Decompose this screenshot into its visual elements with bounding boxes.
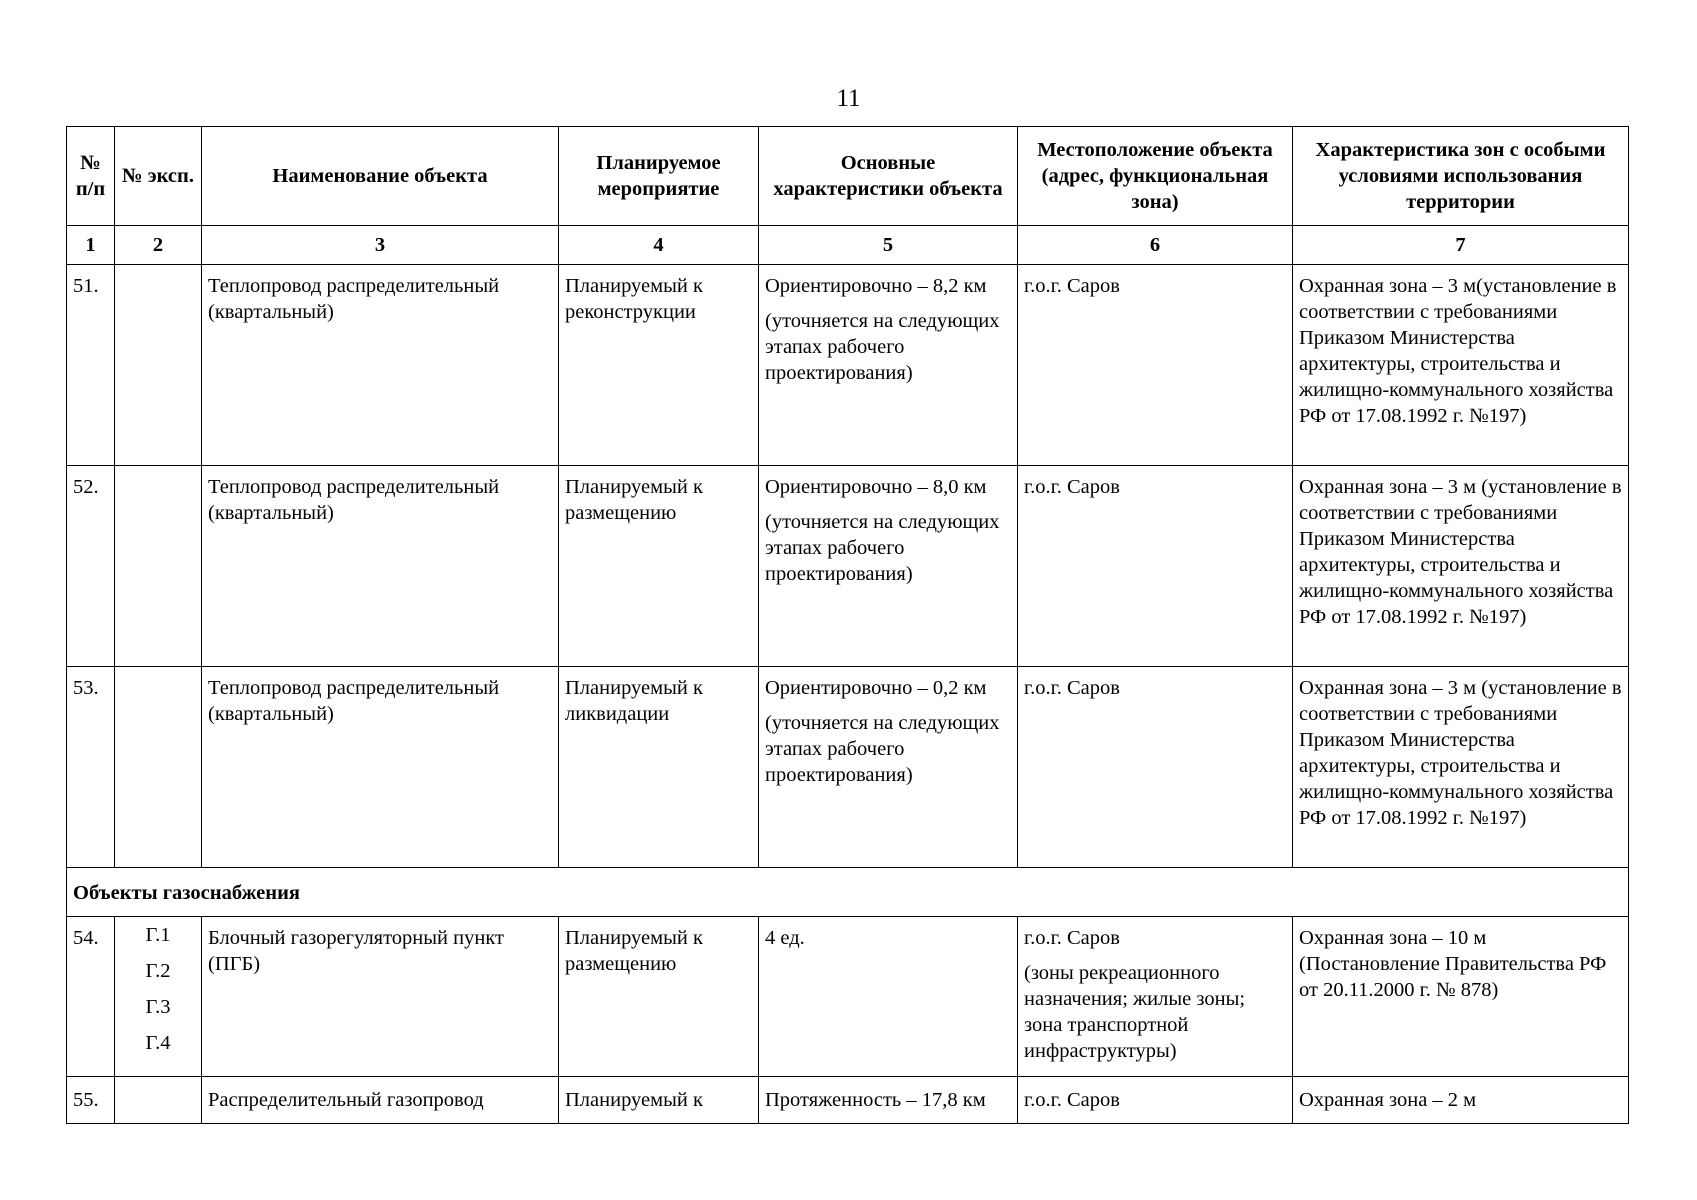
characteristics-note: (уточняется на следующих этапах рабочего проектирования): [765, 310, 1000, 384]
row-action: Планируемый к ликвидации: [559, 667, 759, 868]
table-row: [67, 466, 1629, 667]
characteristics-note: (уточняется на следующих этапах рабочего проектирования): [765, 511, 1000, 585]
exp-item: Г.4: [145, 1032, 171, 1054]
table-header-row: [67, 127, 1629, 226]
header-num: № п/п: [67, 127, 115, 226]
location-note: (зоны рекреационного назначения; жилые зоны; зона транспортной инфраструктуры): [1024, 962, 1246, 1062]
row-location: г.о.г. Саров: [1018, 466, 1293, 667]
column-number: 7: [1293, 226, 1629, 265]
row-characteristics: Протяженность – 17,8 км: [759, 1077, 1018, 1124]
section-row: [67, 868, 1629, 917]
column-number: 5: [759, 226, 1018, 265]
row-action: Планируемый к: [559, 1077, 759, 1124]
table-row: [67, 917, 1629, 1077]
row-characteristics: [759, 667, 1018, 868]
row-number: 53.: [67, 667, 115, 868]
row-action: Планируемый к размещению: [559, 917, 759, 1077]
row-name: Теплопровод распределительный (квартальный): [202, 466, 559, 667]
characteristics-main: Ориентировочно – 8,0 км: [765, 476, 987, 498]
row-zone: Охранная зона – 10 м (Постановление Правительства РФ от 20.11.2000 г. № 878): [1293, 917, 1629, 1077]
row-exp: [115, 917, 202, 1077]
characteristics-main: Ориентировочно – 8,2 км: [765, 275, 987, 297]
row-zone: Охранная зона – 3 м (установление в соответствии с требованиями Приказом Министерства архитектуры, строительства и жилищно-коммунального хозяйства РФ от 17.08.1992 г. №197): [1293, 667, 1629, 868]
location-main: г.о.г. Саров: [1024, 927, 1120, 949]
row-number: 51.: [67, 265, 115, 466]
column-number: 6: [1018, 226, 1293, 265]
row-location: г.о.г. Саров: [1018, 265, 1293, 466]
exp-item: Г.3: [145, 996, 171, 1018]
row-action: Планируемый к реконструкции: [559, 265, 759, 466]
header-name: Наименование объекта: [202, 127, 559, 226]
column-number: 1: [67, 226, 115, 265]
header-exp: № эксп.: [115, 127, 202, 226]
exp-list: [121, 917, 195, 1061]
row-zone: Охранная зона – 3 м(установление в соответствии с требованиями Приказом Министерства архитектуры, строительства и жилищно-коммунального хозяйства РФ от 17.08.1992 г. №197): [1293, 265, 1629, 466]
row-name: Блочный газорегуляторный пункт (ПГБ): [202, 917, 559, 1077]
page-number: 11: [836, 85, 861, 112]
column-number: 2: [115, 226, 202, 265]
row-zone: Охранная зона – 3 м (установление в соответствии с требованиями Приказом Министерства архитектуры, строительства и жилищно-коммунального хозяйства РФ от 17.08.1992 г. №197): [1293, 466, 1629, 667]
row-location: г.о.г. Саров: [1018, 667, 1293, 868]
table-row: [67, 667, 1629, 868]
header-location: Местоположение объекта (адрес, функциональная зона): [1018, 127, 1293, 226]
table-row: [67, 1077, 1629, 1124]
row-name: Распределительный газопровод: [202, 1077, 559, 1124]
row-exp: [115, 265, 202, 466]
table-row: [67, 265, 1629, 466]
row-exp: [115, 466, 202, 667]
row-characteristics: 4 ед.: [759, 917, 1018, 1077]
characteristics-note: (уточняется на следующих этапах рабочего проектирования): [765, 712, 1000, 786]
row-location: [1018, 917, 1293, 1077]
header-action: Планируемое мероприятие: [559, 127, 759, 226]
exp-item: Г.1: [145, 924, 171, 946]
row-name: Теплопровод распределительный (квартальный): [202, 667, 559, 868]
header-zones: Характеристика зон с особыми условиями использования территории: [1293, 127, 1629, 226]
row-exp: [115, 1077, 202, 1124]
row-number: 54.: [67, 917, 115, 1077]
characteristics-main: Ориентировочно – 0,2 км: [765, 677, 987, 699]
row-characteristics: [759, 466, 1018, 667]
objects-table: [66, 126, 1629, 1124]
row-location: г.о.г. Саров: [1018, 1077, 1293, 1124]
row-zone: Охранная зона – 2 м: [1293, 1077, 1629, 1124]
row-exp: [115, 667, 202, 868]
column-number: 4: [559, 226, 759, 265]
row-action: Планируемый к размещению: [559, 466, 759, 667]
column-number-row: [67, 226, 1629, 265]
section-title: Объекты газоснабжения: [67, 868, 1629, 917]
column-number: 3: [202, 226, 559, 265]
exp-item: Г.2: [145, 960, 171, 982]
row-number: 52.: [67, 466, 115, 667]
header-characteristics: Основные характеристики объекта: [759, 127, 1018, 226]
row-characteristics: [759, 265, 1018, 466]
row-number: 55.: [67, 1077, 115, 1124]
row-name: Теплопровод распределительный (квартальный): [202, 265, 559, 466]
